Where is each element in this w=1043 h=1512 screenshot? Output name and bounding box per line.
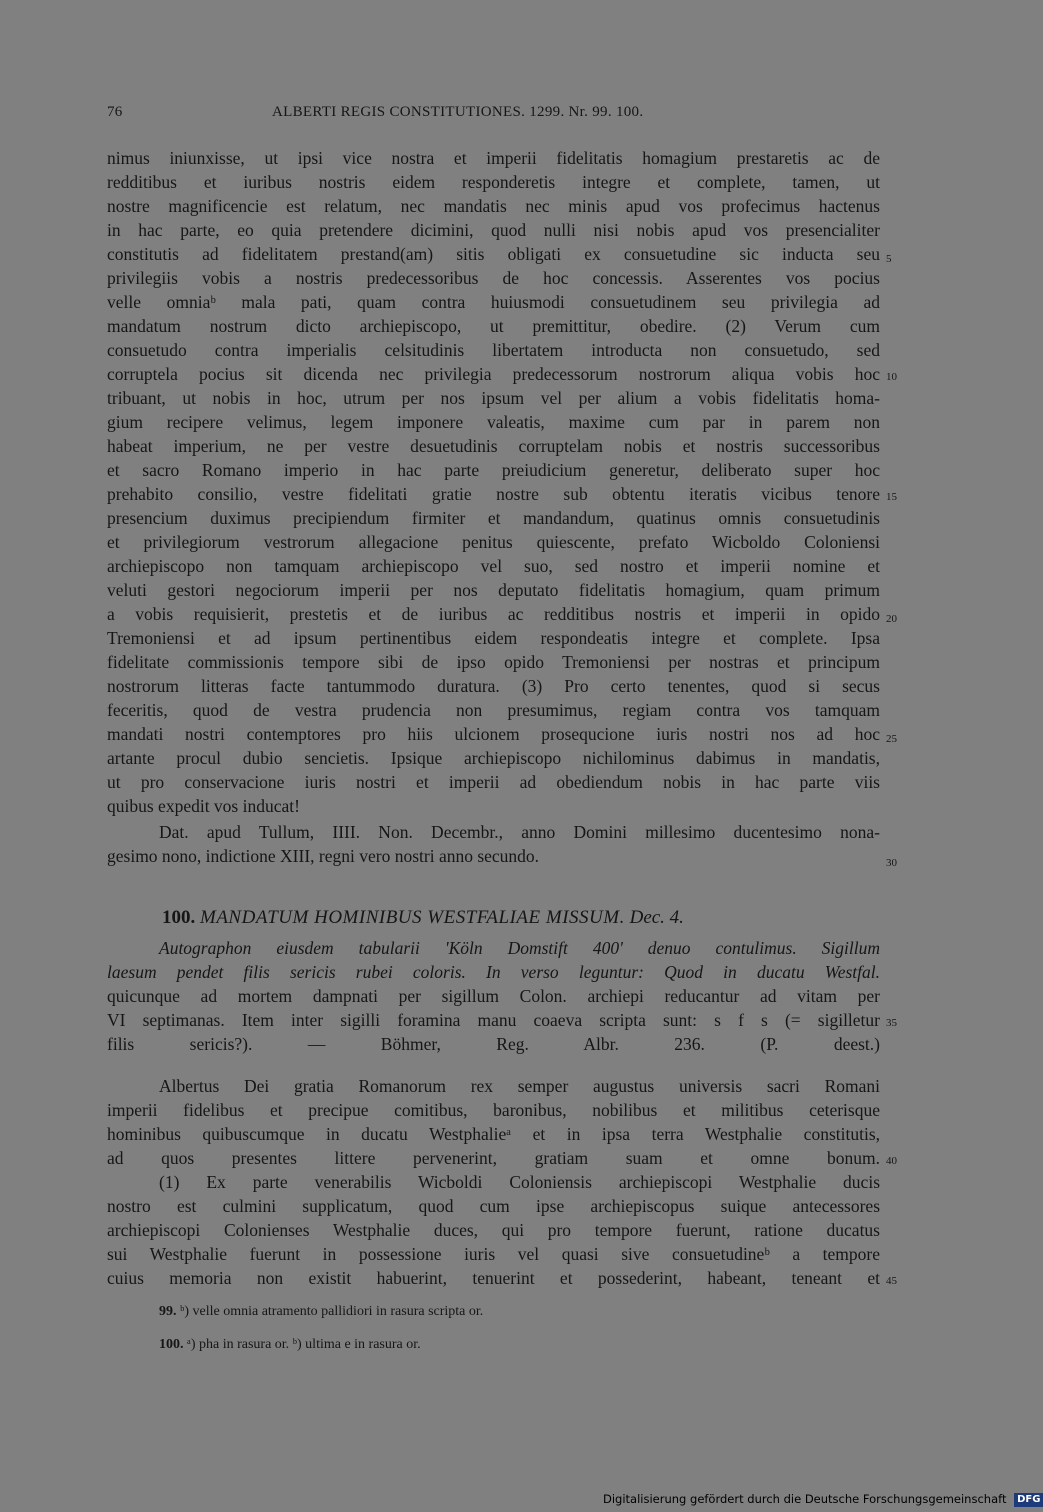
- text-line: et privilegiorum vestrorum allegacione penitus quiescente, prefato Wicboldo Coloniensi: [107, 532, 880, 552]
- page-header: [107, 104, 880, 126]
- intro-line: laesum pendet filis sericis rubei coloris. In verso leguntur: Quod in ducatu Westfal.: [107, 962, 880, 982]
- intro-line: quicunque ad mortem dampnati per sigillum Colon. archiepi reducantur ad vitam per: [107, 986, 880, 1006]
- text-line: quibus expedit vos inducat!: [107, 796, 300, 816]
- text-line: consuetudo contra imperialis celsitudinis libertatem introducta non consuetudo, sed: [107, 340, 880, 360]
- text-line: ad quos presentes littere pervenerint, gratiam suam et omne bonum.: [107, 1148, 880, 1168]
- text-line: hominibus quibuscumque in ducatu Westphalieᵃ et in ipsa terra Westphalie constitutis,: [107, 1124, 880, 1144]
- document-number: 100.: [162, 907, 196, 928]
- text-line: nostre magnificencie est relatum, nec mandatis nec minis apud vos profecimus hactenus: [107, 196, 880, 216]
- footnote: [159, 1335, 421, 1355]
- text-line: habeat imperium, ne per vestre desuetudinis corruptelam nobis et nostris successoribus: [107, 436, 880, 456]
- text-line: Tremoniensi et ad ipsum pertinentibus eidem respondeatis integre et complete. Ipsa: [107, 628, 880, 648]
- line-number: 10: [886, 371, 897, 383]
- text-line: imperii fidelibus et precipue comitibus, baronibus, nobilibus et militibus ceterisque: [107, 1100, 880, 1120]
- funding-footer: [603, 1490, 1043, 1508]
- text-line: corruptela pocius sit dicenda nec privilegia predecessorum nostrorum aliqua vobis hoc: [107, 364, 880, 384]
- text-line: mandati nostri contemptores pro hiis ulcionem prosequcione iuris nostri nos ad hoc: [107, 724, 880, 744]
- text-line: feceritis, quod de vestra prudencia non presumimus, regiam contra vos tamquam: [107, 700, 880, 720]
- text-line: tribuant, ut nobis in hoc, utrum per nos ipsum vel per alium a vobis fidelitatis homa-: [107, 388, 880, 408]
- text-line: privilegiis vobis a nostris predecessoribus de hoc concessis. Asserentes vos pocius: [107, 268, 880, 288]
- text-line: in hac parte, eo quia pretendere dicimini, quod nulli nisi nobis apud vos presencialiter: [107, 220, 880, 240]
- text-line: presencium duximus precipiendum firmiter et mandandum, quatinus omnis consuetudinis: [107, 508, 880, 528]
- dating-line: Dat. apud Tullum, IIII. Non. Decembr., anno Domini millesimo ducentesimo nona-: [159, 822, 880, 842]
- text-line: (1) Ex parte venerabilis Wicboldi Coloniensis archiepiscopi Westphalie ducis: [159, 1172, 880, 1192]
- funding-text: Digitalisierung gefördert durch die Deutsche Forschungsgemeinschaft: [603, 1492, 1007, 1506]
- text-line: prehabito consilio, vestre fidelitati gratie nostre sub obtentu iteratis vicibus tenore: [107, 484, 880, 504]
- text-line: veluti gestori negociorum imperii per nos deputato fidelitatis homagium, quam primum: [107, 580, 880, 600]
- line-number: 15: [886, 491, 897, 503]
- line-number: 35: [886, 1017, 897, 1029]
- line-number: 5: [886, 253, 892, 265]
- text-line: mandatum nostrum dicto archiepiscopo, ut premittitur, obedire. (2) Verum cum: [107, 316, 880, 336]
- text-line: sui Westphalie fuerunt in possessione iuris vel quasi sive consuetudineᵇ a tempore: [107, 1244, 880, 1264]
- text-line: archiepiscopo non tamquam archiepiscopo vel suo, sed nostro et imperii nomine et: [107, 556, 880, 576]
- dfg-logo-icon: DFG: [1014, 1493, 1043, 1507]
- page-number: 76: [107, 104, 123, 120]
- text-line: cuius memoria non existit habuerint, tenuerint et possederint, habeant, teneant et: [107, 1268, 880, 1288]
- text-line: et sacro Romano imperio in hac parte preiudicium generetur, deliberato super hoc: [107, 460, 880, 480]
- footnote-text: ᵃ) pha in rasura or. ᵇ) ultima e in rasura or.: [187, 1337, 421, 1352]
- text-line: archiepiscopi Colonienses Westphalie duces, qui pro tempore fuerunt, ratione ducatus: [107, 1220, 880, 1240]
- line-number: 40: [886, 1155, 897, 1167]
- document-title: MANDATUM HOMINIBUS WESTFALIAE MISSUM.: [200, 907, 625, 928]
- footnote-number: 100.: [159, 1337, 184, 1352]
- text-line: artante procul dubio sencietis. Ipsique archiepiscopo nichilominus dabimus in mandatis,: [107, 748, 880, 768]
- line-number: 25: [886, 733, 897, 745]
- text-line: ut pro conservacione iuris nostri et imperii ad obediendum nobis in hac parte viis: [107, 772, 880, 792]
- intro-line: Autographon eiusdem tabularii 'Köln Domstift 400' denuo contulimus. Sigillum: [159, 938, 880, 958]
- line-number: 45: [886, 1275, 897, 1287]
- text-line: nostro est culmini supplicatum, quod cum ipse archiepiscopus suique antecessores: [107, 1196, 880, 1216]
- line-number: 20: [886, 613, 897, 625]
- text-line: Albertus Dei gratia Romanorum rex semper augustus universis sacri Romani: [159, 1076, 880, 1096]
- intro-line: filis sericis?). — Böhmer, Reg. Albr. 236. (P. deest.): [107, 1034, 880, 1054]
- text-line: nimus iniunxisse, ut ipsi vice nostra et imperii fidelitatis homagium prestaretis ac de: [107, 148, 880, 168]
- line-number: 30: [886, 857, 897, 869]
- intro-line: VI septimanas. Item inter sigilli foramina manu coaeva scripta sunt: s f s (= sigilletur: [107, 1010, 880, 1030]
- text-line: constitutis ad fidelitatem prestand(am) sitis obligati ex consuetudine sic inducta seu: [107, 244, 880, 264]
- document-100-title: [162, 906, 684, 930]
- text-line: fidelitate commissionis tempore sibi de ipso opido Tremoniensi per nostras et principum: [107, 652, 880, 672]
- text-line: nostrorum litteras facte tantummodo duratura. (3) Pro certo tenentes, quod si secus: [107, 676, 880, 696]
- document-date: Dec. 4.: [629, 907, 684, 928]
- dating-line: gesimo nono, indictione XIII, regni vero nostri anno secundo.: [107, 846, 540, 866]
- footnote-text: ᵇ) velle omnia atramento pallidiori in rasura scripta or.: [180, 1304, 484, 1319]
- text-line: velle omniaᵇ mala pati, quam contra huiusmodi consuetudinem seu privilegia ad: [107, 292, 880, 312]
- text-line: redditibus et iuribus nostris eidem responderetis integre et complete, tamen, ut: [107, 172, 880, 192]
- running-title: ALBERTI REGIS CONSTITUTIONES. 1299. Nr. 99. 100.: [272, 104, 644, 120]
- text-line: a vobis requisierit, prestetis et de iuribus ac redditibus nostris et imperii in opido: [107, 604, 880, 624]
- footnote: [159, 1302, 483, 1322]
- footnote-number: 99.: [159, 1304, 177, 1319]
- text-line: gium recipere velimus, legem imponere valeatis, maxime cum par in parem non: [107, 412, 880, 432]
